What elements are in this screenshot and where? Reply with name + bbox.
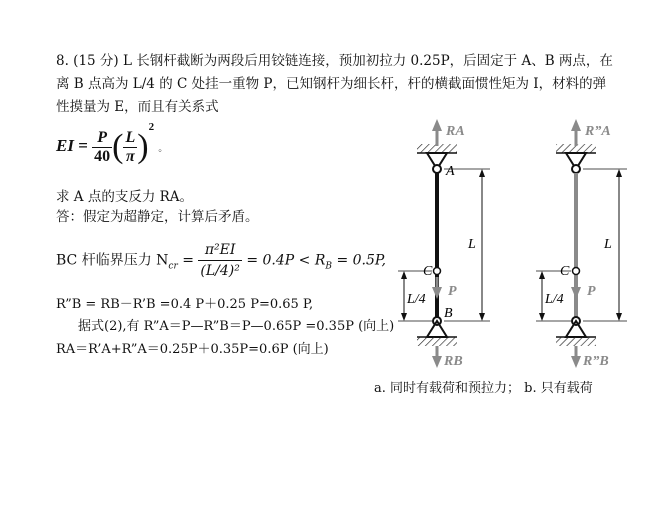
label-ra: RA: [446, 124, 465, 139]
label-point-c-b: C: [560, 264, 570, 279]
label-quarter-a: L/4: [407, 292, 426, 307]
critical-result: = 0.4P < R: [246, 252, 326, 269]
label-rb-b: R”B: [583, 354, 609, 369]
relation-num: P: [92, 129, 112, 148]
question-text: 求 A 点的支反力 RA。: [56, 189, 194, 205]
calc-line-1: R”B = RB－R’B =0.4 P＋0.25 P=0.65 P,: [56, 297, 314, 312]
figure-b: [536, 119, 627, 369]
relation-inner-fraction: [123, 129, 137, 166]
critical-formula: [56, 240, 386, 281]
relation-formula: EI = $\frac{P}{40}$ ( $\frac{L}{\pi}$ )$^2$ 。: [56, 121, 168, 165]
problem-line-1: 8. (15 分) L 长钢杆截断为两段后用铰链连接，预加初拉力 0.25P，后固定于 A、B 两点，在: [56, 53, 613, 69]
label-point-c-a: C: [423, 264, 433, 279]
figure-caption: a. 同时有载荷和预拉力； b. 只有载荷: [374, 381, 593, 396]
support-bottom-a: [417, 337, 457, 346]
figure-a: [398, 119, 490, 369]
critical-result-sub: B: [325, 261, 332, 272]
relation-fraction: [92, 129, 112, 166]
critical-fraction: [198, 240, 241, 281]
hinge-a-b: [572, 165, 580, 173]
critical-num: π²EI: [198, 240, 241, 261]
relation-inner-num: L: [125, 128, 136, 146]
critical-eq: =: [182, 252, 194, 269]
label-ra-b: R”A: [585, 124, 611, 139]
relation-den: 40: [94, 147, 111, 165]
support-bottom-b: [556, 337, 596, 346]
critical-label: BC 杆临界压力 N: [56, 252, 169, 269]
relation-inner-den: π: [126, 147, 135, 165]
calc-line-2: 据式(2),有 R”A＝P—R”B＝P—0.65P =0.35P (向上): [78, 319, 395, 334]
relation-power: 2: [148, 121, 155, 134]
label-length-a: L: [468, 237, 476, 252]
relation-dot: 。: [158, 142, 168, 153]
label-load-b: P: [587, 284, 596, 299]
beam-figures: [380, 115, 650, 377]
calc-line-3: RA＝R’A+R”A＝0.25P＋0.35P=0.6P (向上): [56, 342, 329, 357]
hinge-c-b: [573, 268, 580, 275]
hinge-c-a: [434, 268, 441, 275]
label-length-b: L: [604, 237, 612, 252]
label-quarter-b: L/4: [545, 292, 564, 307]
label-point-a: A: [446, 164, 455, 179]
critical-sub: cr: [168, 261, 178, 272]
label-load-a: P: [448, 284, 457, 299]
relation-lhs: EI: [56, 135, 74, 155]
label-point-b: B: [444, 306, 453, 321]
critical-den: (L/4)²: [200, 263, 240, 279]
label-rb: RB: [444, 354, 463, 369]
critical-result-tail: = 0.5P,: [332, 252, 386, 269]
hinge-a: [433, 165, 441, 173]
answer-intro: 答：假定为超静定，计算后矛盾。: [56, 209, 259, 225]
relation-eq: =: [78, 135, 88, 155]
problem-line-2: 离 B 点高为 L/4 的 C 处挂一重物 P，已知钢杆为细长杆，杆的横截面惯性矩为 I，材料的弹: [56, 76, 607, 92]
problem-line-3: 性摸量为 E，而且有关系式: [56, 99, 219, 115]
